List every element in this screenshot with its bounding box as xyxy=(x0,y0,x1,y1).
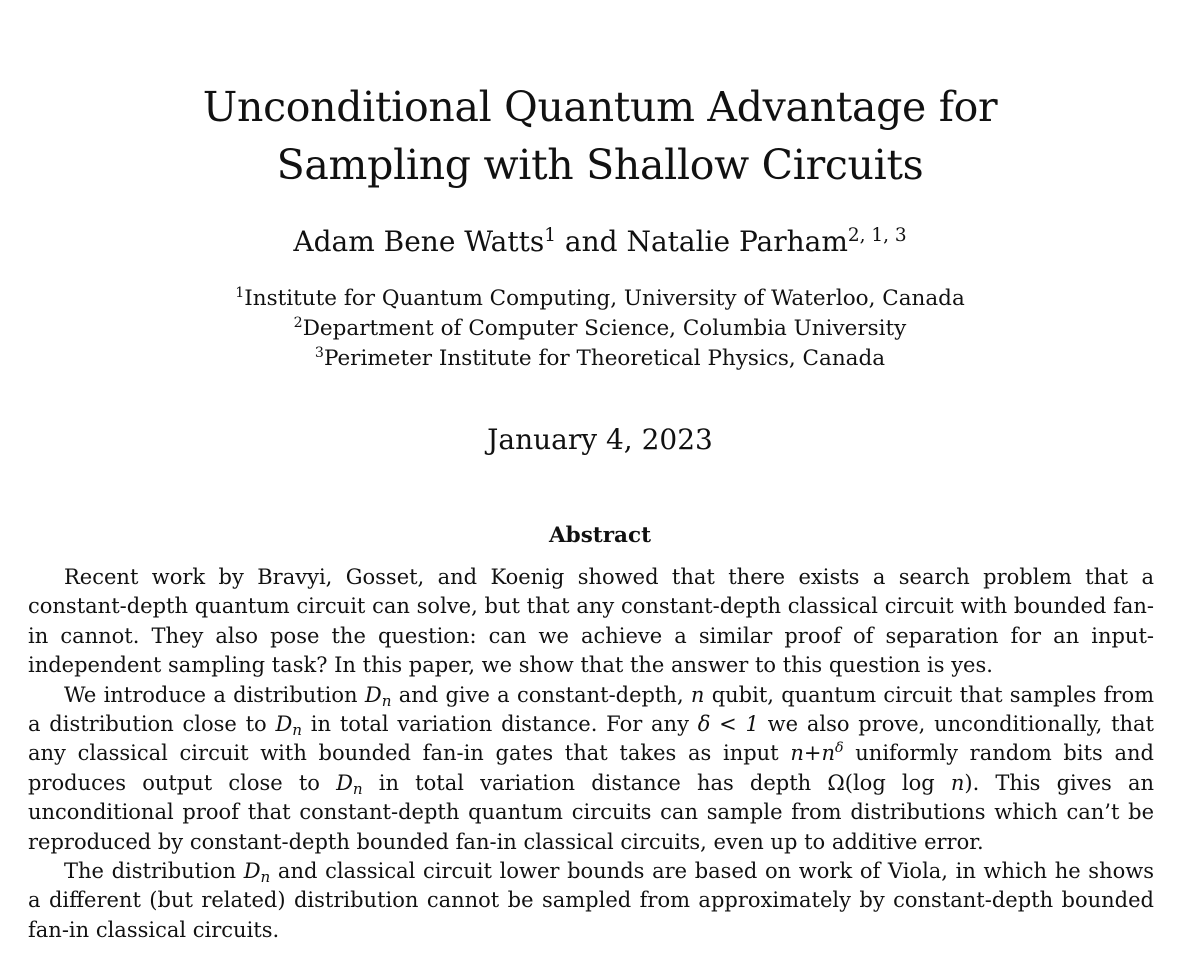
math-expression: ) xyxy=(964,770,973,795)
author-affiliation-mark: 1 xyxy=(544,224,556,246)
abstract-text: qubit, quantum circuit that samples from a distribution close to xyxy=(28,682,1154,737)
author-list xyxy=(0,222,1200,262)
math-subscript: n xyxy=(381,691,392,710)
affiliation-mark: 3 xyxy=(314,345,324,362)
abstract-text: and give a constant-depth, xyxy=(391,682,691,707)
math-depth-bound xyxy=(827,771,972,795)
title-line-2: Sampling with Shallow Circuits xyxy=(276,141,924,189)
author-name: Natalie Parham xyxy=(626,225,848,258)
abstract-text: uniformly random bits and produces output close to xyxy=(28,741,1154,795)
abstract-text: and classical circuit lower bounds are based on work of Viola, in which he shows a different (but related) distribution cannot be sampled from approximately by constant-depth bounded fan-in classical circuits. xyxy=(28,859,1154,942)
math-variable: n xyxy=(950,770,965,795)
paper-title xyxy=(0,78,1200,194)
affiliation-item xyxy=(0,314,1200,344)
affiliation-mark: 2 xyxy=(293,315,303,332)
abstract-paragraph-1: Recent work by Bravyi, Gosset, and Koenig showed that there exists a search problem that a constant-depth quantum circuit can solve, but that any constant-depth classical circuit with bounded fan-in cannot. They also pose the question: can we achieve a similar proof of separation for an input-independent sampling task? In this paper, we show that the answer to this question is yes. xyxy=(28,565,1154,678)
affiliation-text: Department of Computer Science, Columbia University xyxy=(302,316,907,341)
math-operator: + xyxy=(803,741,822,766)
math-variable: n xyxy=(821,741,835,766)
math-symbol: D xyxy=(243,859,261,884)
abstract-body xyxy=(28,563,1154,945)
math-expression: Ω(log log xyxy=(827,770,951,795)
math-distribution xyxy=(364,682,392,710)
affiliation-item xyxy=(0,284,1200,314)
math-superscript: δ xyxy=(834,740,844,757)
math-distribution xyxy=(243,859,271,886)
affiliation-list xyxy=(0,284,1200,374)
math-inequality: δ < 1 xyxy=(697,712,759,737)
affiliation-mark: 1 xyxy=(235,285,245,302)
math-subscript: n xyxy=(352,779,363,798)
author-conjunction: and xyxy=(555,225,627,258)
math-input-size xyxy=(790,741,843,765)
abstract-paragraph-2 xyxy=(28,681,1154,857)
paper-date: January 4, 2023 xyxy=(487,423,713,456)
abstract-text: . This gives an unconditional proof that constant-depth quantum circuits can sample from distributions which can’t be reproduced by constant-depth bounded fan-in classical circuits, even up to additive error. xyxy=(28,770,1155,854)
affiliation-item xyxy=(0,344,1200,374)
math-symbol: D xyxy=(275,712,293,737)
math-symbol: D xyxy=(364,682,382,707)
abstract-text: We introduce a distribution xyxy=(64,682,365,707)
math-symbol: D xyxy=(336,770,353,795)
math-distribution xyxy=(336,770,363,798)
math-variable: n xyxy=(790,741,804,766)
math-subscript: n xyxy=(292,720,303,739)
math-subscript: n xyxy=(260,867,271,886)
affiliation-text: Perimeter Institute for Theoretical Physics, Canada xyxy=(323,346,886,371)
abstract-text: in total variation distance has depth xyxy=(362,770,828,795)
author-affiliation-mark: 2, 1, 3 xyxy=(847,224,907,246)
math-distribution xyxy=(275,712,303,739)
abstract-text: in total variation distance. For any xyxy=(302,712,698,737)
affiliation-text: Institute for Quantum Computing, University of Waterloo, Canada xyxy=(244,286,965,311)
abstract-text: The distribution xyxy=(64,859,244,884)
title-line-1: Unconditional Quantum Advantage for xyxy=(202,83,998,131)
abstract-paragraph-3 xyxy=(28,857,1154,945)
math-variable: n xyxy=(690,682,705,707)
author-name: Adam Bene Watts xyxy=(293,225,545,258)
abstract-text: we also prove, unconditionally, that any classical circuit with bounded fan-in gates that takes as input xyxy=(28,712,1154,766)
abstract-heading: Abstract xyxy=(548,523,652,548)
